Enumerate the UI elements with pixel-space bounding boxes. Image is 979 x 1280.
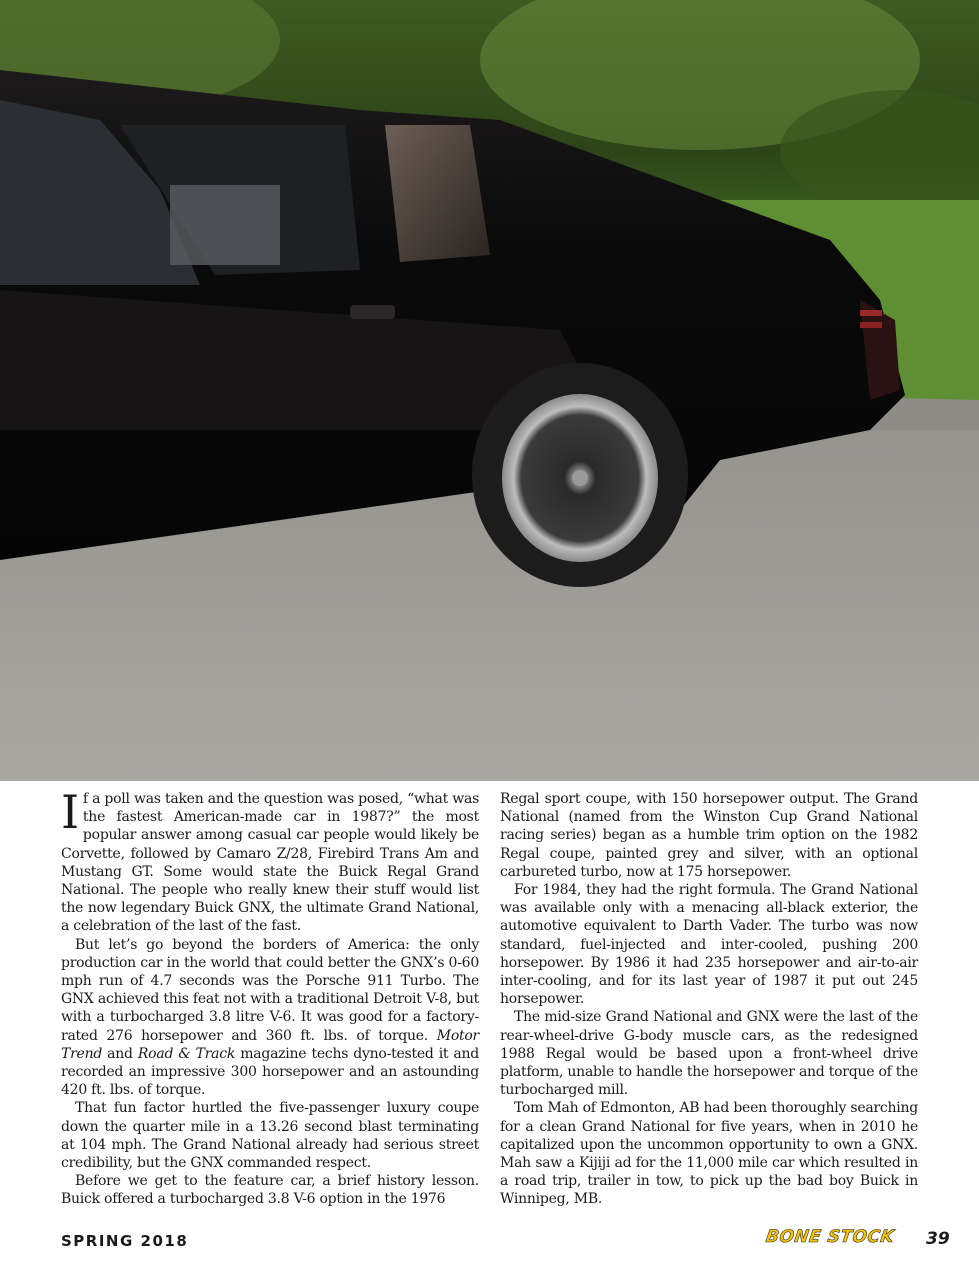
- paragraph: The mid-size Grand National and GNX were the last of the rear-wheel-drive G-body muscle cars, as the redesigned 1988 Regal would be based upon a front-wheel drive platform, unable to handle the horsepower and torque of the turbocharged mill.: [500, 1009, 918, 1099]
- magazine-logo: BONE STOCK: [764, 1227, 896, 1247]
- page-number: 39: [926, 1229, 950, 1249]
- paragraph: But let’s go beyond the borders of America: the only production car in the world that could better the GNX’s 0-60 mph run of 4.7 seconds was the Porsche 911 Turbo. The GNX achieved this feat not with a traditional Detroit V-8, but with a turbocharged 3.8 litre V-6. It was good for a factory-rated 276 horsepower and 360 ft. lbs. of torque. Motor Trend and Road & Track magazine techs dyno-tested it and recorded an impressive 300 horsepower and an astounding 420 ft. lbs. of torque.: [61, 936, 480, 1099]
- issue-label: SPRING 2018: [61, 1232, 189, 1250]
- paragraph: For 1984, they had the right formula. The Grand National was available only with a menacing all-black exterior, the automotive equivalent to Darth Vader. The turbo was now standard, fuel-injected and inter-cooled, pushing 200 horsepower. By 1986 it had 235 horsepower and air-to-air inter-cooling, and for its last year of 1987 it put out 245 horsepower.: [500, 882, 918, 1008]
- article-column-2: [500, 790, 918, 1209]
- paragraph: Tom Mah of Edmonton, AB had been thoroughly searching for a clean Grand National for five years, when in 2010 he capitalized upon the uncommon opportunity to own a GNX. Mah saw a Kijiji ad for the 11,000 mile car which resulted in a road trip, trailer in tow, to pick up the bad boy Buick in Winnipeg, MB.: [500, 1100, 918, 1208]
- drop-cap: I: [61, 785, 79, 839]
- paragraph: That fun factor hurtled the five-passenger luxury coupe down the quarter mile in a 13.26 second blast terminating at 104 mph. The Grand National already had serious street credibility, but the GNX commanded respect.: [61, 1100, 479, 1172]
- paragraph: Regal sport coupe, with 150 horsepower output. The Grand National (named from the Winston Cup Grand National racing series) began as a humble trim option on the 1982 Regal coupe, painted grey and silver, with an optional carbureted turbo, now at 175 horsepower.: [500, 791, 918, 880]
- article-column-1: [61, 785, 480, 1209]
- paragraph: f a poll was taken and the question was posed, “what was the fastest American-made car in 1987?” the most popular answer among casual car people would likely be Corvette, followed by Camaro Z/28, Firebird Trans Am and Mustang GT. Some would state the Buick Regal Grand National. The people who really knew their stuff would list the now legendary Buick GNX, the ultimate Grand National, a celebration of the last of the fast.: [61, 791, 479, 935]
- paragraph: Before we get to the feature car, a brief history lesson. Buick offered a turbocharged 3.8 V-6 option in the 1976: [61, 1173, 479, 1208]
